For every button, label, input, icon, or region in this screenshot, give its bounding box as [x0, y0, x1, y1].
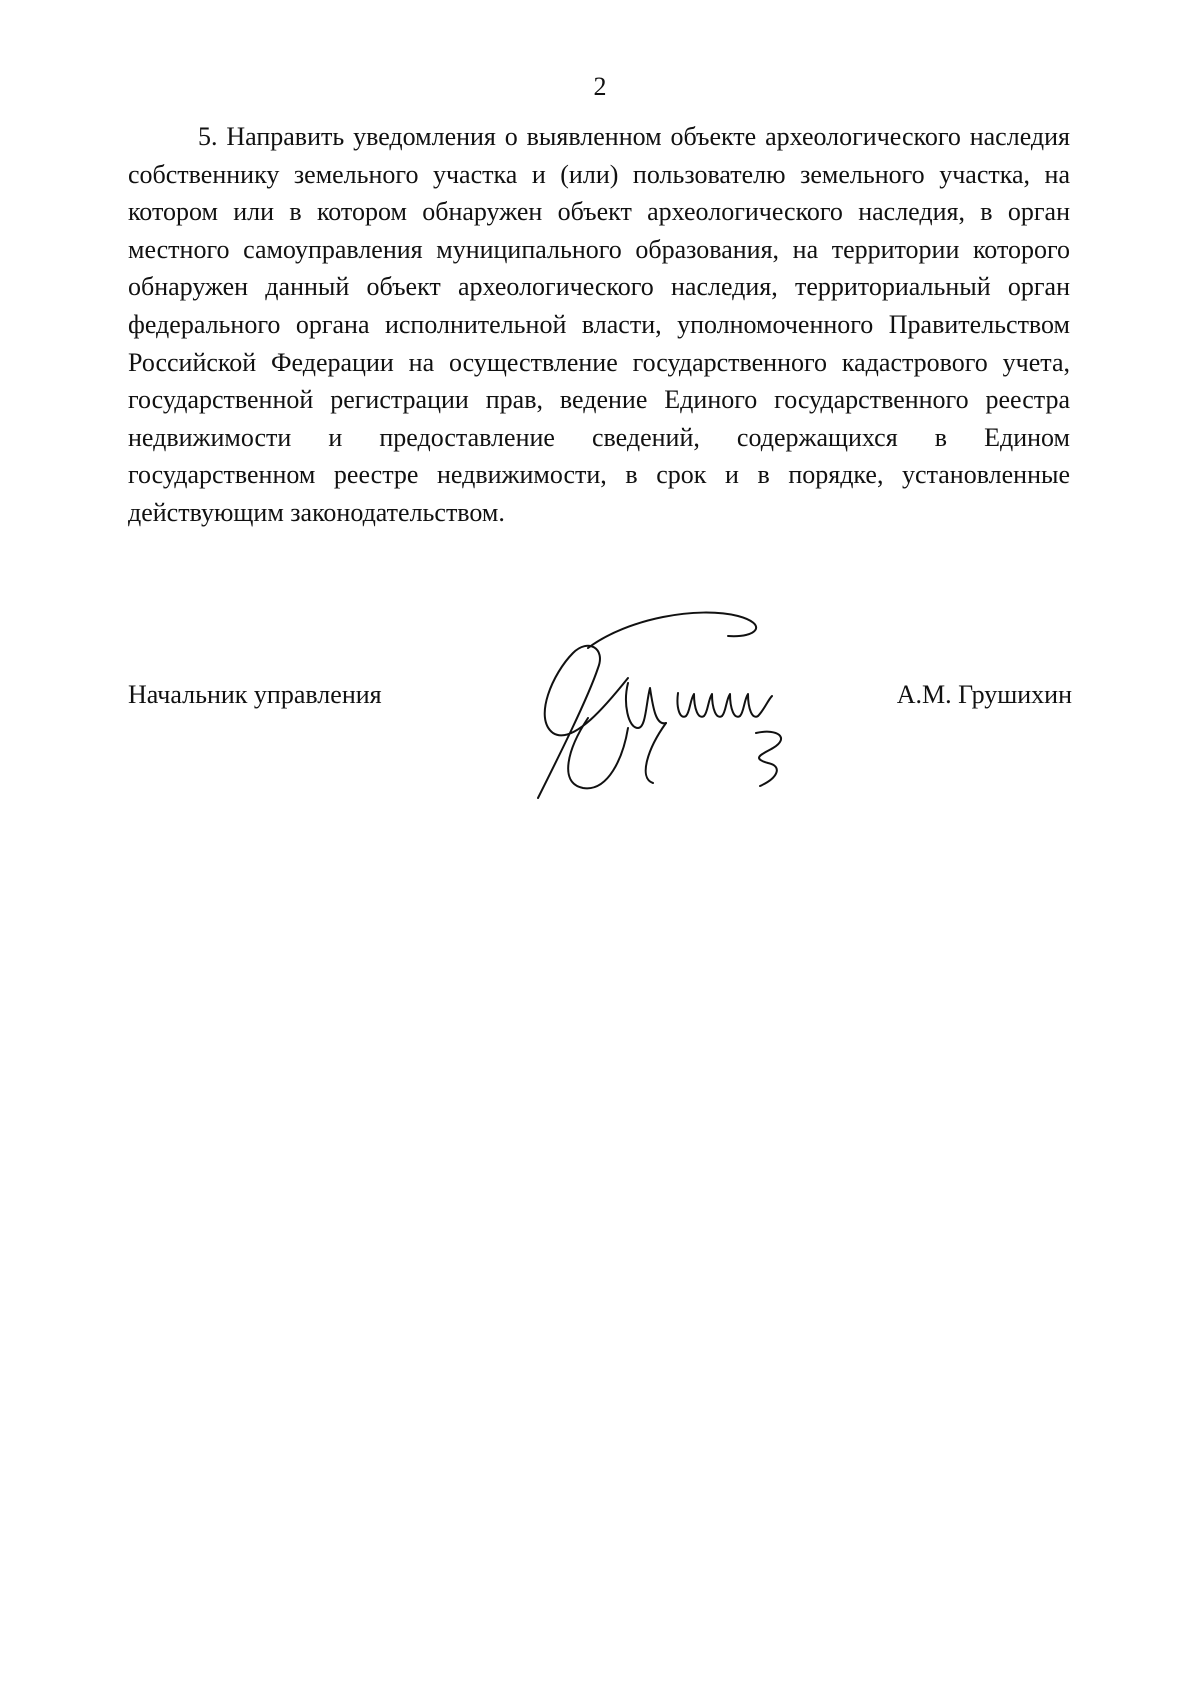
signatory-name: А.М. Грушихин	[896, 680, 1072, 709]
signatory-position: Начальник управления	[128, 680, 382, 709]
page-number: 2	[593, 72, 607, 101]
body-paragraph: 5. Направить уведомления о выявленном объекте археологического наследия собственнику земельного участка и (или) пользователю земельного участка, на котором или в котором обнаружен объект археологического наследия, в орган местного самоуправления муниципального образования, на территории которого обнаружен данный объект археологического наследия, территориальный орган федерального органа исполнительной власти, уполномоченного Правительством Российской Федерации на осуществление государственного кадастрового учета, государственной регистрации прав, ведение Единого государственного реестра недвижимости и предоставление сведений, содержащихся в Едином государственном реестре недвижимости, в срок и в порядке, установленные действующим законодательством.	[128, 122, 1070, 527]
handwritten-signature	[528, 608, 858, 808]
